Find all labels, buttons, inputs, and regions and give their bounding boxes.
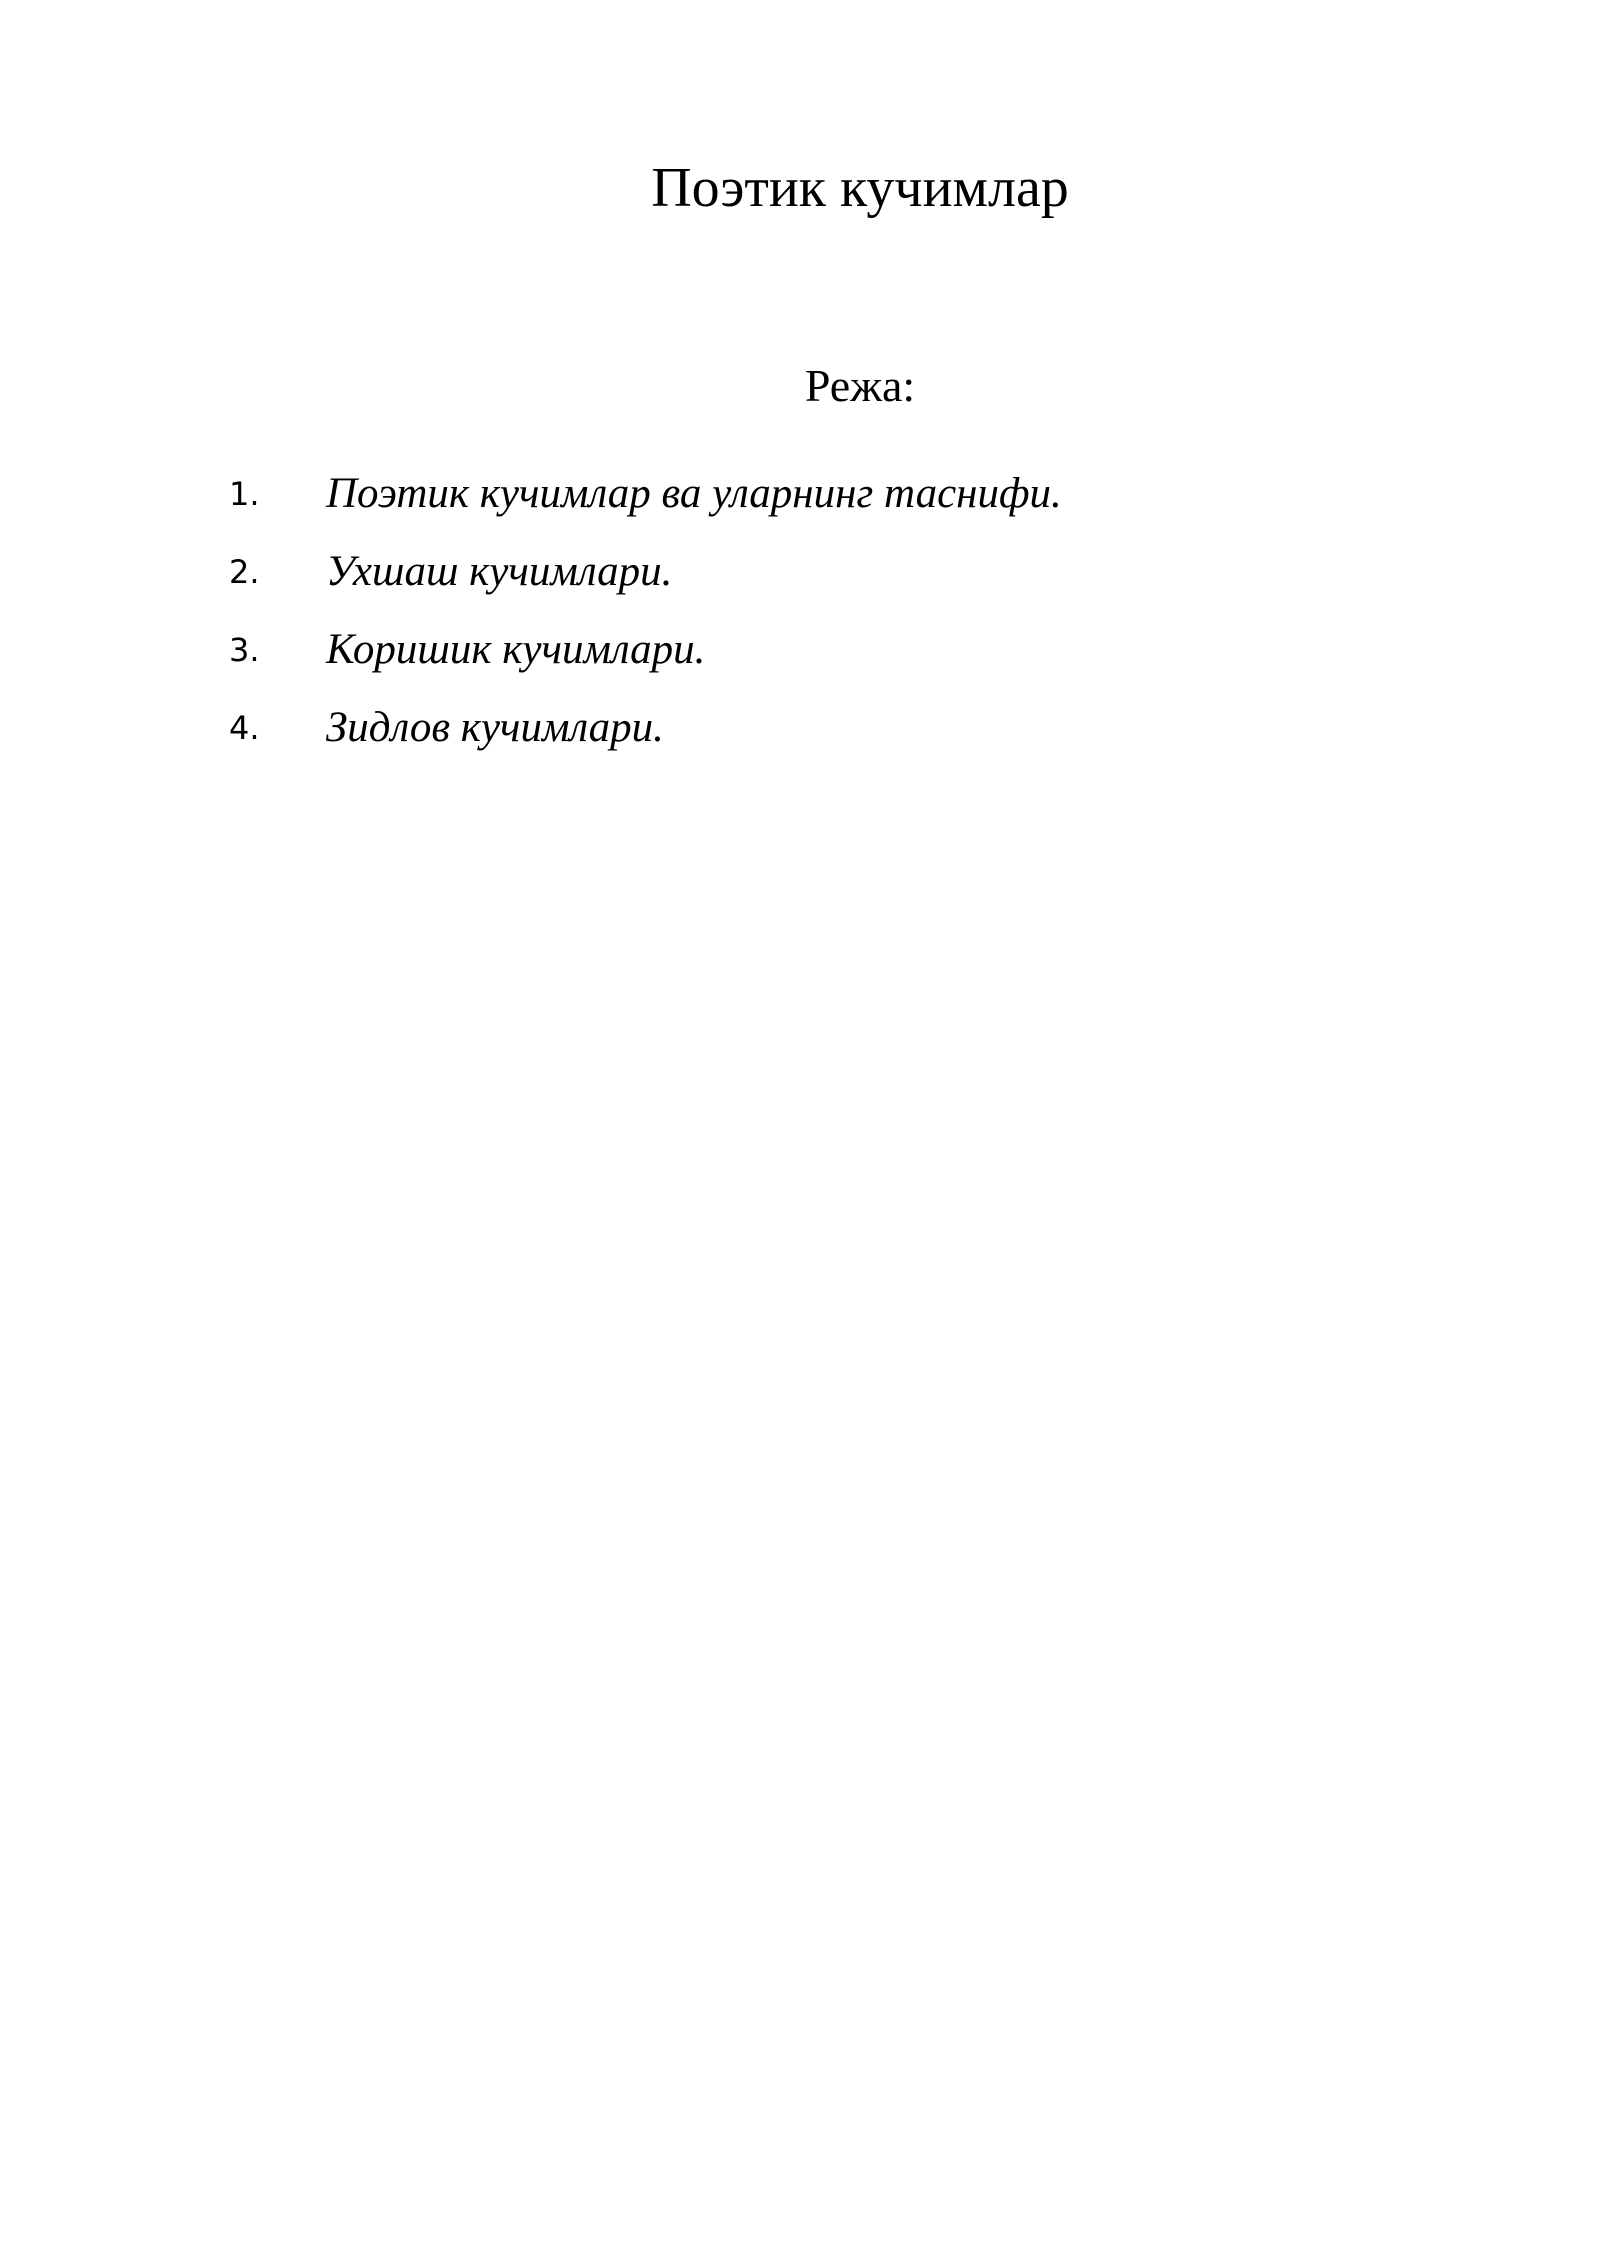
plan-list xyxy=(0,466,1600,778)
plan-item-2 xyxy=(0,544,1600,622)
plan-item-3 xyxy=(0,622,1600,700)
plan-item-number: 1. xyxy=(229,475,260,513)
plan-heading: Режа: xyxy=(804,360,916,411)
plan-item-text: Зидлов кучимлари. xyxy=(326,704,664,751)
plan-item-text: Коришик кучимлари. xyxy=(326,626,706,673)
plan-item-1 xyxy=(0,466,1600,544)
plan-item-text: Поэтик кучимлар ва уларнинг таснифи. xyxy=(326,470,1062,517)
plan-item-text: Ухшаш кучимлари. xyxy=(326,548,673,595)
plan-item-number: 2. xyxy=(229,553,260,591)
plan-item-number: 3. xyxy=(229,631,260,669)
plan-item-number: 4. xyxy=(229,709,260,747)
plan-item-4 xyxy=(0,700,1600,778)
document-title: Поэтик кучимлар xyxy=(651,157,1069,219)
